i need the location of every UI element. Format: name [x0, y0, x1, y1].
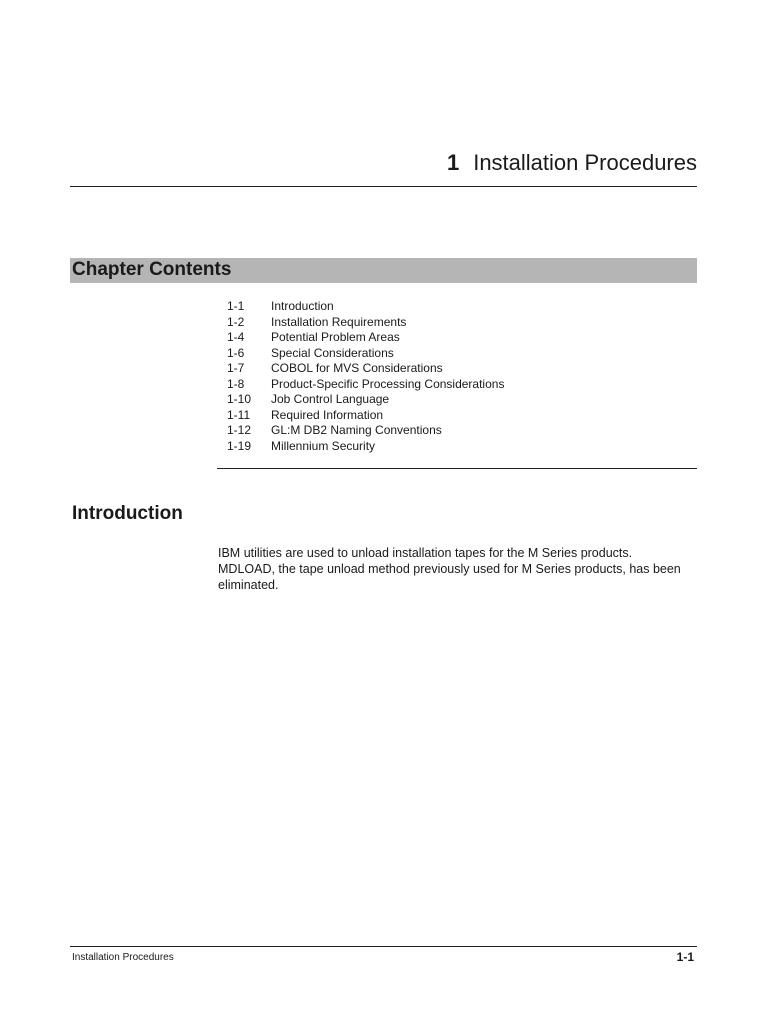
toc-entry[interactable] [227, 392, 504, 408]
toc-title: Potential Problem Areas [271, 330, 400, 344]
toc-page-number: 1-12 [227, 423, 252, 437]
chapter-header [70, 150, 697, 187]
chapter-number: 1 [446, 150, 460, 175]
toc-title: GL:M DB2 Naming Conventions [271, 423, 442, 437]
toc-page-number: 1-7 [227, 361, 245, 375]
toc-page-number: 1-1 [227, 299, 245, 313]
toc-entry[interactable] [227, 423, 504, 439]
contents-divider [217, 468, 697, 469]
footer-title: Installation Procedures [72, 952, 174, 963]
page-number: 1-1 [676, 950, 694, 964]
toc-page-number: 1-6 [227, 345, 245, 360]
table-of-contents [227, 299, 504, 454]
chapter-title: Installation Procedures [473, 150, 697, 175]
introduction-paragraph: IBM utilities are used to unload installation tapes for the M Series products. [218, 546, 633, 560]
toc-entry[interactable] [227, 330, 504, 346]
introduction-heading: Introduction [72, 503, 183, 524]
chapter-contents-bar [70, 258, 697, 283]
toc-title: COBOL for MVS Considerations [271, 361, 443, 375]
toc-entry[interactable] [227, 315, 504, 331]
toc-entry[interactable] [227, 377, 504, 393]
introduction-paragraph: MDLOAD, the tape unload method previously used for M Series products, has been eliminated. [218, 562, 681, 592]
toc-page-number: 1-10 [227, 392, 252, 406]
chapter-contents-heading: Chapter Contents [72, 259, 232, 280]
toc-page-number: 1-11 [227, 407, 251, 422]
toc-entry[interactable] [227, 408, 504, 424]
toc-title: Required Information [271, 407, 384, 422]
toc-title: Product-Specific Processing Considerations [271, 376, 505, 391]
toc-page-number: 1-19 [227, 438, 252, 453]
toc-page-number: 1-4 [227, 330, 245, 344]
toc-title: Introduction [271, 299, 334, 313]
toc-entry[interactable] [227, 346, 504, 362]
toc-title: Installation Requirements [271, 314, 407, 329]
toc-entry[interactable] [227, 439, 504, 455]
toc-title: Job Control Language [271, 392, 390, 406]
toc-entry[interactable] [227, 361, 504, 377]
toc-title: Special Considerations [271, 345, 394, 360]
toc-page-number: 1-2 [227, 314, 245, 329]
toc-entry[interactable] [227, 299, 504, 315]
toc-page-number: 1-8 [227, 376, 245, 391]
introduction-body [218, 545, 698, 593]
footer-divider [70, 946, 697, 947]
toc-title: Millennium Security [271, 438, 376, 453]
